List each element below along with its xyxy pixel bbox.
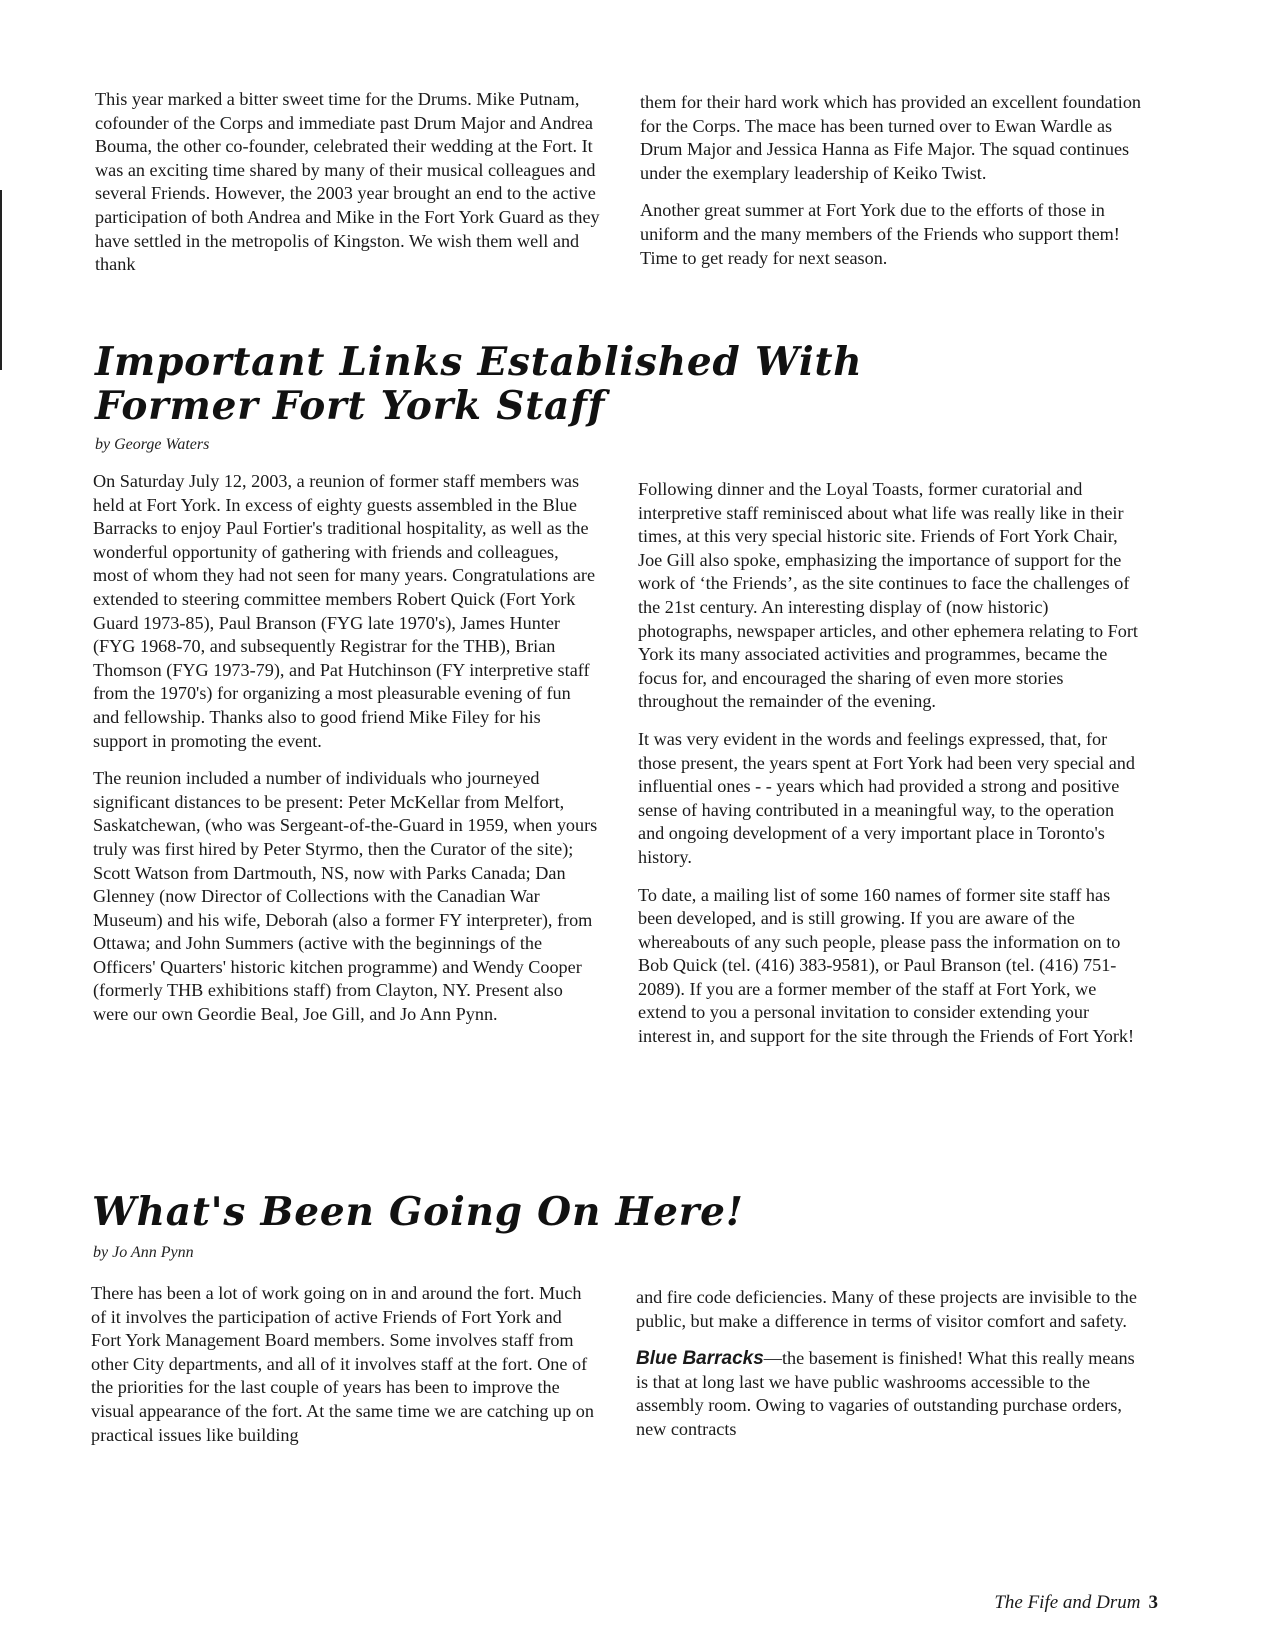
article1-title-line1: Important Links Established With bbox=[95, 339, 863, 385]
article2-right-paragraph-1: and fire code deficiencies. Many of these projects are invisible to the public, but make a difference in terms of visitor comfort and safety. bbox=[636, 1287, 1137, 1331]
article1-right-paragraph-1: Following dinner and the Loyal Toasts, former curatorial and interpretive staff reminisced about what life was really like in their times, at this very special historic site. Friends of Fort York Chair, Joe Gill also spoke, emphasizing the importance of support for the work of ‘the Friends’, as the site continues to face the challenges of the 21st century. An interesting display of (now historic) photographs, newspaper articles, and other ephemera relating to Fort York its many associated activities and programmes, became the focus for, and encouraged the sharing of even more stories throughout the remainder of the evening. bbox=[638, 479, 1138, 712]
article2-byline: by Jo Ann Pynn bbox=[93, 1244, 194, 1261]
article2-left-column bbox=[91, 1282, 596, 1447]
article1-left-paragraph-2: The reunion included a number of individuals who journeyed significant distances to be present: Peter McKellar from Melfort, Saskatchewan, (who was Sergeant-of-the-Guard in 1959, when yours truly was first hired by Peter Styrmo, then the Curator of the site); Scott Watson from Dartmouth, NS, now with Parks Canada; Dan Glenney (now Director of Collections with the Canadian War Museum) and his wife, Deborah (also a former FY interpreter), from Ottawa; and John Summers (active with the beginnings of the Officers' Quarters' historic kitchen programme) and Wendy Cooper (formerly THB exhibitions staff) from Clayton, NY. Present also were our own Geordie Beal, Joe Gill, and Jo Ann Pynn. bbox=[93, 768, 598, 1025]
intro-left-paragraph: This year marked a bitter sweet time for the Drums. Mike Putnam, cofounder of the Corps and immediate past Drum Major and Andrea Bouma, the other co-founder, celebrated their wedding at the Fort. It was an exciting time shared by many of their musical colleagues and several Friends. However, the 2003 year brought an end to the active participation of both Andrea and Mike in the Fort York Guard as they have settled in the metropolis of Kingston. We wish them well and thank bbox=[95, 89, 600, 275]
article1-title bbox=[95, 340, 862, 428]
blue-barracks-runin: Blue Barracks bbox=[636, 1348, 764, 1370]
article1-left-paragraph-1: On Saturday July 12, 2003, a reunion of former staff members was held at Fort York. In excess of eighty guests assembled in the Blue Barracks to enjoy Paul Fortier's traditional hospitality, as well as the wonderful opportunity of gathering with friends and colleagues, most of whom they had not seen for many years. Congratulations are extended to steering committee members Robert Quick (Fort York Guard 1973-85), Paul Branson (FYG late 1970's), James Hunter (FYG 1968-70, and subsequently Registrar for the THB), Brian Thomson (FYG 1973-79), and Pat Hutchinson (FY interpretive staff from the 1970's) for organizing a most pleasurable evening of fun and fellowship. Thanks also to good friend Mike Filey for his support in promoting the event. bbox=[93, 471, 596, 751]
page-edge-mark bbox=[0, 190, 2, 370]
intro-right-column bbox=[640, 91, 1145, 270]
article1-right-paragraph-2: It was very evident in the words and feelings expressed, that, for those present, the years spent at Fort York had been very special and influential ones - - years which had provided a strong and positive sense of having contributed in a meaningful way, to the operation and ongoing development of a very important place in Toronto's history. bbox=[638, 728, 1135, 867]
page-number: 3 bbox=[1148, 1592, 1158, 1613]
article1-left-column bbox=[93, 470, 598, 1027]
page-footer bbox=[994, 1592, 1158, 1614]
article2-right-column bbox=[636, 1286, 1141, 1442]
article1-title-line2: Former Fort York Staff bbox=[95, 383, 606, 429]
blue-barracks-text: —the basement is finished! What this really means is that at long last we have public washrooms accessible to the assembly room. Owing to vagaries of outstanding purchase orders, new contracts bbox=[636, 1348, 1135, 1439]
publication-name: The Fife and Drum bbox=[994, 1592, 1141, 1613]
article2-right-paragraph-2 bbox=[636, 1347, 1141, 1441]
article2-left-paragraph: There has been a lot of work going on in and around the fort. Much of it involves the participation of active Friends of Fort York and Fort York Management Board members. Some involves staff from other City departments, and all of it involves staff at the fort. One of the priorities for the last couple of years has been to improve the visual appearance of the fort. At the same time we are catching up on practical issues like building bbox=[91, 1283, 594, 1445]
article1-byline: by George Waters bbox=[95, 436, 210, 453]
intro-right-paragraph-1: them for their hard work which has provided an excellent foundation for the Corps. The mace has been turned over to Ewan Wardle as Drum Major and Jessica Hanna as Fife Major. The squad continues under the exemplary leadership of Keiko Twist. bbox=[640, 92, 1142, 183]
article2-title: What's Been Going On Here! bbox=[92, 1189, 744, 1235]
intro-left-column bbox=[95, 88, 600, 277]
article1-right-paragraph-3: To date, a mailing list of some 160 names of former site staff has been developed, and is still growing. If you are aware of the whereabouts of any such people, please pass the information on to Bob Quick (tel. (416) 383-9581), or Paul Branson (tel. (416) 751-2089). If you are a former member of the staff at Fort York, we extend to you a personal invitation to consider extending your interest in, and support for the site through the Friends of Fort York! bbox=[638, 884, 1135, 1047]
article1-right-column bbox=[638, 478, 1143, 1049]
intro-right-paragraph-2: Another great summer at Fort York due to the efforts of those in uniform and the many members of the Friends who support them! Time to get ready for next season. bbox=[640, 200, 1120, 268]
